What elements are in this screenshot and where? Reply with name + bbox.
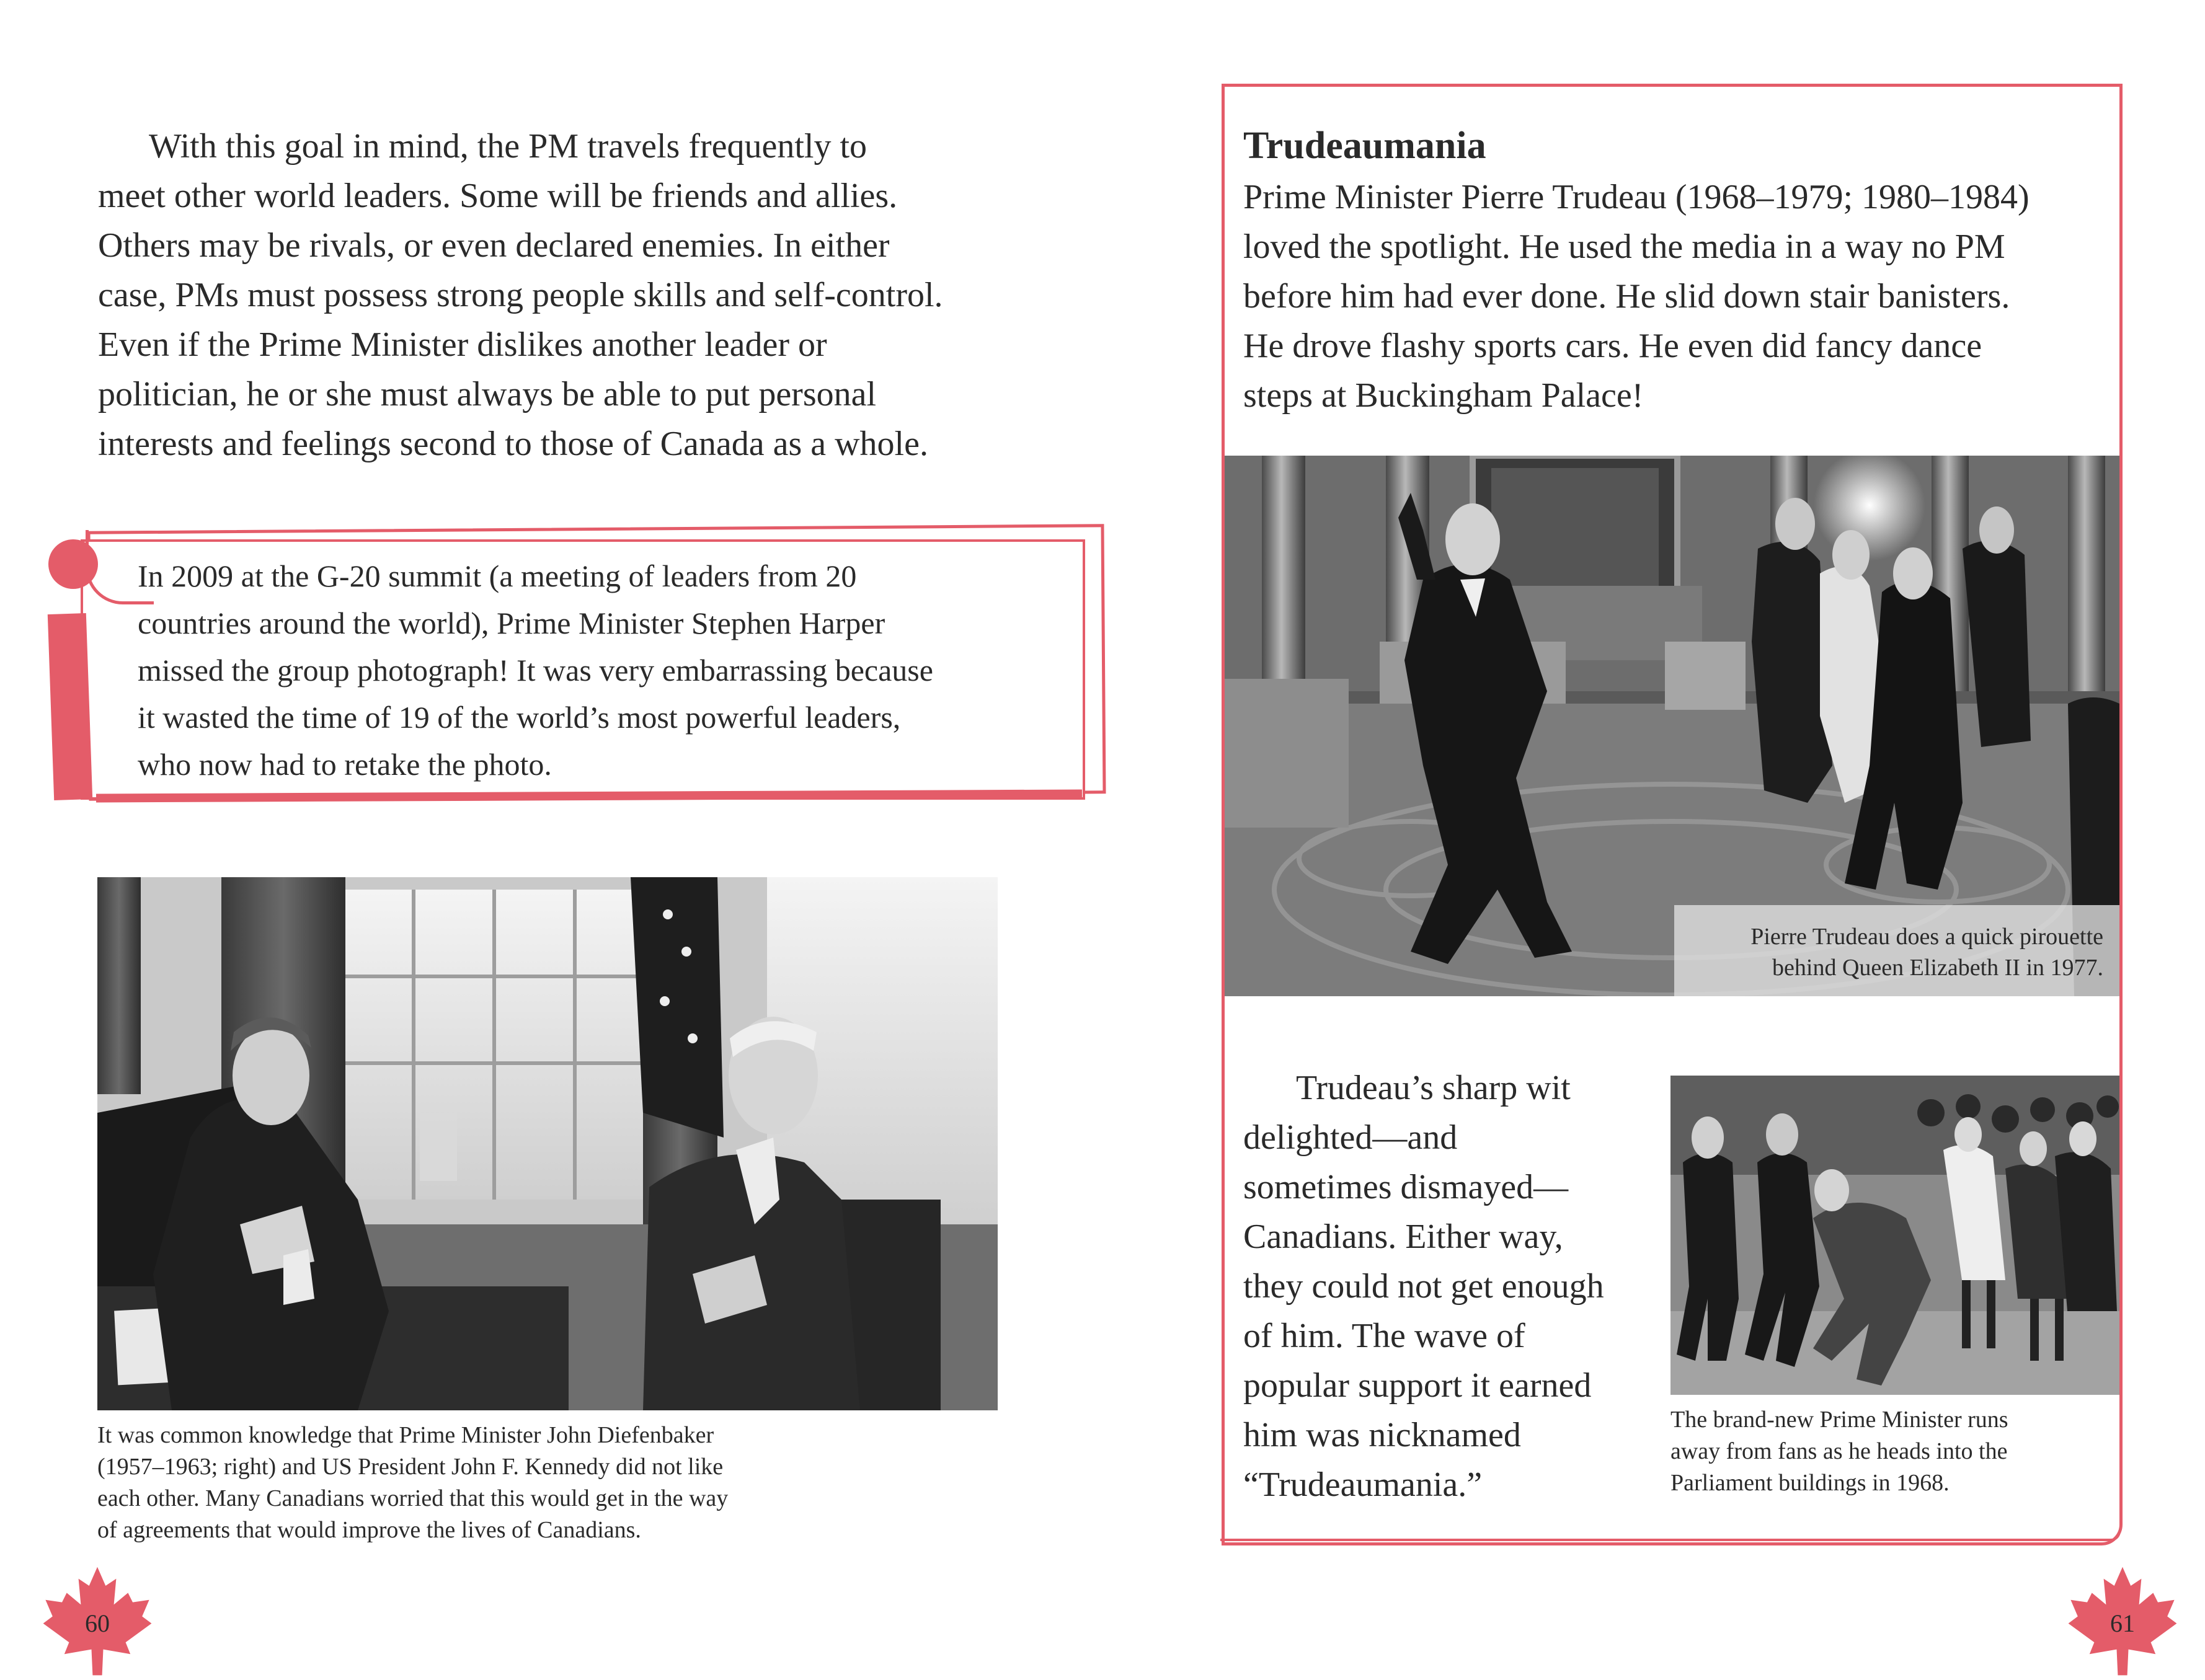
wit-line: Canadians. Either way, [1243,1218,1563,1256]
kennedy-photo-caption [97,1420,953,1546]
sidebar-title: Trudeaumania [1243,125,1486,167]
wit-line: of him. The wave of [1243,1317,1525,1355]
caption-line: The brand-new Prime Minister runs [1670,1407,2008,1433]
info-fact-box [56,524,1073,803]
wit-line: “Trudeaumania.” [1243,1466,1483,1504]
trudeau-fans-photo [1670,1076,2119,1395]
wit-line: popular support it earned [1243,1366,1592,1405]
fact-box-line: it wasted the time of 19 of the world’s most powerful leaders, [138,700,901,735]
fact-box-line: missed the group photograph! It was very embarrassing because [138,653,933,687]
wit-line: him was nicknamed [1243,1416,1521,1454]
info-icon-stem [48,613,92,800]
caption-line: (1957–1963; right) and US President John F. Kennedy did not like [97,1454,724,1480]
fact-box-line: who now had to retake the photo. [138,747,552,782]
caption-line: away from fans as he heads into the [1670,1438,2008,1464]
caption-line: Parliament buildings in 1968. [1670,1470,1950,1496]
intro-line: Others may be rivals, or even declared enemies. In either [98,226,890,265]
caption-line: behind Queen Elizabeth II in 1977. [1772,955,2103,981]
intro-line: interests and feelings second to those of Canada as a whole. [98,425,928,463]
sidebar-line: He drove flashy sports cars. He even did fancy dance [1243,327,1982,365]
fact-box-text [138,552,1068,788]
trudeaumania-paragraph [1243,1063,1665,1510]
sidebar-line: before him had ever done. He slid down stair banisters. [1243,277,2010,316]
intro-line: case, PMs must possess strong people skills and self-control. [98,276,943,314]
intro-line: Even if the Prime Minister dislikes another leader or [98,325,827,364]
sidebar-line: steps at Buckingham Palace! [1243,376,1644,415]
wit-line: they could not get enough [1243,1267,1604,1306]
caption-line: each other. Many Canadians worried that this would get in the way [97,1485,729,1511]
sidebar-paragraph [1243,172,2111,420]
page-number: 61 [2110,1609,2135,1637]
page-number: 60 [85,1609,110,1637]
intro-line: With this goal in mind, the PM travels frequently to [149,127,867,166]
wit-line: Trudeau’s sharp wit [1296,1069,1571,1107]
sidebar-line: Prime Minister Pierre Trudeau (1968–1979; 1980–1984) [1243,178,2030,216]
trudeau-photo-caption [1750,921,2103,983]
sidebar-line: loved the spotlight. He used the media in a way no PM [1243,228,2005,266]
info-icon-dot [48,539,98,589]
kennedy-diefenbaker-photo [97,877,998,1410]
trudeau-photo-caption-panel [1674,905,2119,996]
fans-photo-caption [1670,1404,2117,1499]
caption-line: It was common knowledge that Prime Minister John Diefenbaker [97,1422,714,1448]
caption-line: of agreements that would improve the lives of Canadians. [97,1517,641,1543]
fact-box-line: In 2009 at the G-20 summit (a meeting of leaders from 20 [138,559,857,593]
wit-line: sometimes dismayed— [1243,1168,1569,1206]
fact-box-line: countries around the world), Prime Minister Stephen Harper [138,606,885,640]
intro-line: politician, he or she must always be able to put personal [98,375,877,413]
caption-line: Pierre Trudeau does a quick pirouette [1750,924,2103,950]
intro-paragraph [98,122,1003,469]
wit-line: delighted—and [1243,1118,1458,1157]
intro-line: meet other world leaders. Some will be friends and allies. [98,177,898,215]
